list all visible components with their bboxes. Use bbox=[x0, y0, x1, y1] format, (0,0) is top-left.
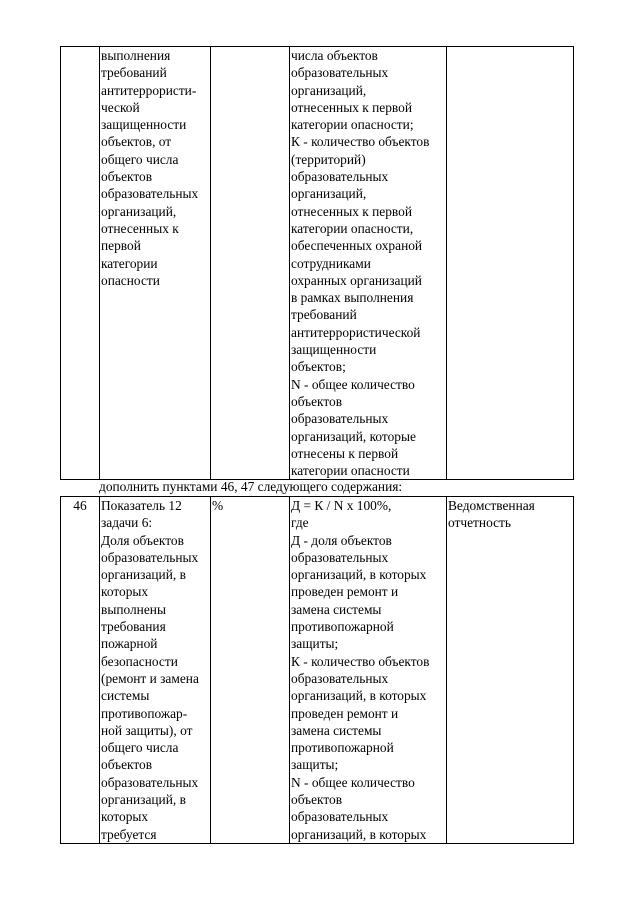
cell-text-line: отнесены к первой bbox=[291, 445, 399, 461]
cell-text-line: образовательных bbox=[101, 549, 199, 565]
cell-text-line: (территорий) bbox=[291, 151, 366, 167]
cell-text-line: объектов; bbox=[291, 359, 346, 375]
cell-text-line: противопожар- bbox=[101, 705, 188, 721]
cell-text-line: отчетность bbox=[448, 515, 511, 531]
cell-text-line: задачи 6: bbox=[101, 515, 153, 531]
cell-text-line: объектов bbox=[291, 792, 343, 808]
cell-text-line: организаций, bbox=[291, 186, 367, 202]
cell-text-line: К - количество объектов bbox=[291, 653, 430, 669]
cell-text-line: замена системы bbox=[291, 722, 382, 738]
indicator-table-new-items bbox=[60, 496, 574, 844]
cell-text-line: противопожарной bbox=[291, 619, 394, 635]
cell-text-line: образовательных bbox=[101, 186, 199, 202]
cell-text-line: общего числа bbox=[101, 151, 179, 167]
cell-text-line: образовательных bbox=[291, 411, 389, 427]
cell-text-line: обеспеченных охраной bbox=[291, 238, 423, 254]
cell-text-line: защиты; bbox=[291, 636, 339, 652]
cell-text-line: требований bbox=[101, 65, 167, 81]
source-cell bbox=[447, 497, 574, 844]
cell-text-line: антитеррористи- bbox=[101, 82, 197, 98]
cell-text-line: замена системы bbox=[291, 601, 382, 617]
indicator-name-cell bbox=[100, 47, 211, 480]
cell-text-line: объектов bbox=[101, 757, 153, 773]
cell-text-line: проведен ремонт и bbox=[291, 584, 399, 600]
cell-text-line: объектов bbox=[291, 393, 343, 409]
indicator-table-continued bbox=[60, 46, 574, 480]
cell-text-line: Ведомственная bbox=[448, 498, 535, 513]
cell-text-line: ческой bbox=[101, 99, 140, 115]
cell-text-line: образовательных bbox=[291, 670, 389, 686]
cell-text-line: образовательных bbox=[291, 169, 389, 185]
cell-text-line: Д - доля объектов bbox=[291, 532, 392, 548]
table-row bbox=[61, 497, 574, 844]
cell-text-line: категории опасности, bbox=[291, 220, 414, 236]
cell-text-line: Доля объектов bbox=[101, 532, 184, 548]
cell-text-line: выполнения bbox=[101, 48, 171, 63]
cell-text-line: объектов, от bbox=[101, 134, 172, 150]
cell-text-line: (ремонт и замена bbox=[101, 670, 199, 686]
cell-text-line: отнесенных к bbox=[101, 220, 179, 236]
cell-text-line: категории bbox=[101, 255, 158, 271]
cell-text-line: отнесенных к первой bbox=[291, 99, 412, 115]
cell-text-line: опасности bbox=[101, 272, 160, 288]
cell-text-line: защищенности bbox=[101, 117, 187, 133]
cell-text-line: организаций, в которых bbox=[291, 826, 427, 842]
cell-text-line: общего числа bbox=[101, 740, 179, 756]
formula-cell bbox=[290, 497, 447, 844]
row-number-cell: 46 bbox=[61, 497, 100, 844]
cell-text-line: организаций, в bbox=[101, 792, 186, 808]
formula-cell bbox=[290, 47, 447, 480]
cell-text-line: организаций, которые bbox=[291, 428, 416, 444]
amendment-note: дополнить пунктами 46, 47 следующего содержания: bbox=[99, 479, 403, 494]
cell-text-line: организаций, bbox=[101, 203, 177, 219]
cell-text-line: Показатель 12 bbox=[101, 498, 182, 513]
source-cell bbox=[447, 47, 574, 480]
cell-text-line: организаций, bbox=[291, 82, 367, 98]
cell-text-line: в рамках выполнения bbox=[291, 290, 414, 306]
cell-text-line: образовательных bbox=[101, 774, 199, 790]
cell-text-line: категории опасности bbox=[291, 463, 410, 479]
cell-text-line: ной защиты), от bbox=[101, 722, 193, 738]
cell-text-line: образовательных bbox=[291, 809, 389, 825]
cell-text-line: отнесенных к первой bbox=[291, 203, 412, 219]
cell-text-line: образовательных bbox=[291, 549, 389, 565]
cell-text-line: системы bbox=[101, 688, 150, 704]
cell-text-line: объектов bbox=[101, 169, 153, 185]
cell-text-line: N - общее количество bbox=[291, 774, 415, 790]
cell-text-line: организаций, в которых bbox=[291, 567, 427, 583]
cell-text-line: организаций, в bbox=[101, 567, 186, 583]
cell-text-line: Д = К / N х 100%, bbox=[291, 498, 392, 513]
cell-text-line: защищенности bbox=[291, 342, 377, 358]
cell-text-line: категории опасности; bbox=[291, 117, 414, 133]
cell-text-line: противопожарной bbox=[291, 740, 394, 756]
unit-cell: % bbox=[211, 497, 290, 844]
cell-text-line: выполнены bbox=[101, 601, 166, 617]
unit-cell bbox=[211, 47, 290, 480]
cell-text-line: охранных организаций bbox=[291, 272, 422, 288]
cell-text-line: проведен ремонт и bbox=[291, 705, 399, 721]
cell-text-line: где bbox=[291, 515, 309, 531]
cell-text-line: которых bbox=[101, 584, 149, 600]
cell-text-line: первой bbox=[101, 238, 141, 254]
cell-text-line: антитеррористической bbox=[291, 324, 421, 340]
cell-text-line: организаций, в которых bbox=[291, 688, 427, 704]
cell-text-line: пожарной bbox=[101, 636, 158, 652]
cell-text-line: безопасности bbox=[101, 653, 178, 669]
indicator-name-cell bbox=[100, 497, 211, 844]
cell-text-line: которых bbox=[101, 809, 149, 825]
row-number-cell bbox=[61, 47, 100, 480]
cell-text-line: защиты; bbox=[291, 757, 339, 773]
cell-text-line: требуется bbox=[101, 826, 157, 842]
cell-text-line: требования bbox=[101, 619, 166, 635]
cell-text-line: N - общее количество bbox=[291, 376, 415, 392]
cell-text-line: числа объектов bbox=[291, 48, 378, 63]
cell-text-line: К - количество объектов bbox=[291, 134, 430, 150]
cell-text-line: требований bbox=[291, 307, 357, 323]
cell-text-line: образовательных bbox=[291, 65, 389, 81]
table-row bbox=[61, 47, 574, 480]
cell-text-line: сотрудниками bbox=[291, 255, 371, 271]
